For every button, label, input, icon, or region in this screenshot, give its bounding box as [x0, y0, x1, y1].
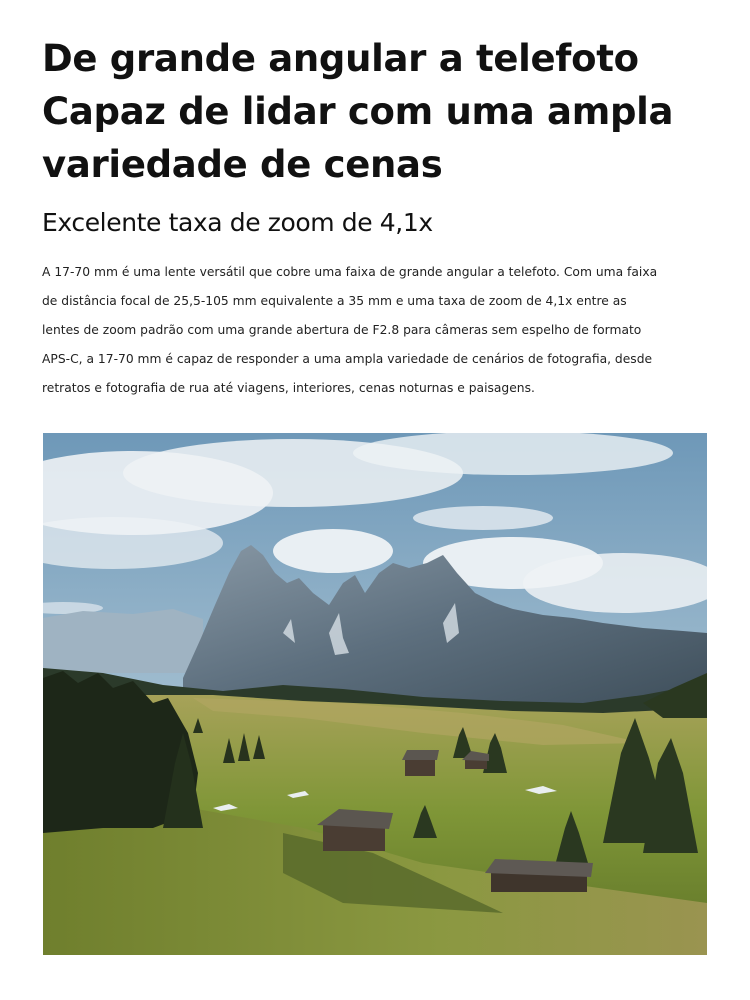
distant-mountains	[43, 609, 203, 673]
landscape-illustration	[43, 433, 707, 955]
description-line-5: retratos e fotografia de rua até viagens, interiores, cenas noturnas e paisagens.	[42, 381, 535, 395]
description-line-2: de distância focal de 25,5-105 mm equivalente a 35 mm e uma taxa de zoom de 4,1x entre as	[42, 294, 627, 308]
page-headline	[42, 32, 722, 191]
description-line-4: APS-C, a 17-70 mm é capaz de responder a uma ampla variedade de cenários de fotografia, desde	[42, 352, 653, 366]
description-line-3: lentes de zoom padrão com uma grande abertura de F2.8 para câmeras sem espelho de formato	[42, 323, 642, 337]
headline-line-3: variedade de cenas	[42, 143, 443, 186]
feature-subheading: Excelente taxa de zoom de 4,1x	[42, 208, 433, 237]
feature-description	[42, 258, 712, 403]
headline-line-1: De grande angular a telefoto	[42, 37, 639, 80]
hut-mid	[402, 750, 439, 776]
landscape-photo	[43, 433, 707, 955]
headline-line-2: Capaz de lidar com uma ampla	[42, 90, 674, 133]
description-line-1: A 17-70 mm é uma lente versátil que cobre uma faixa de grande angular a telefoto. Com uma faixa	[42, 265, 658, 279]
hut-front	[485, 859, 593, 892]
